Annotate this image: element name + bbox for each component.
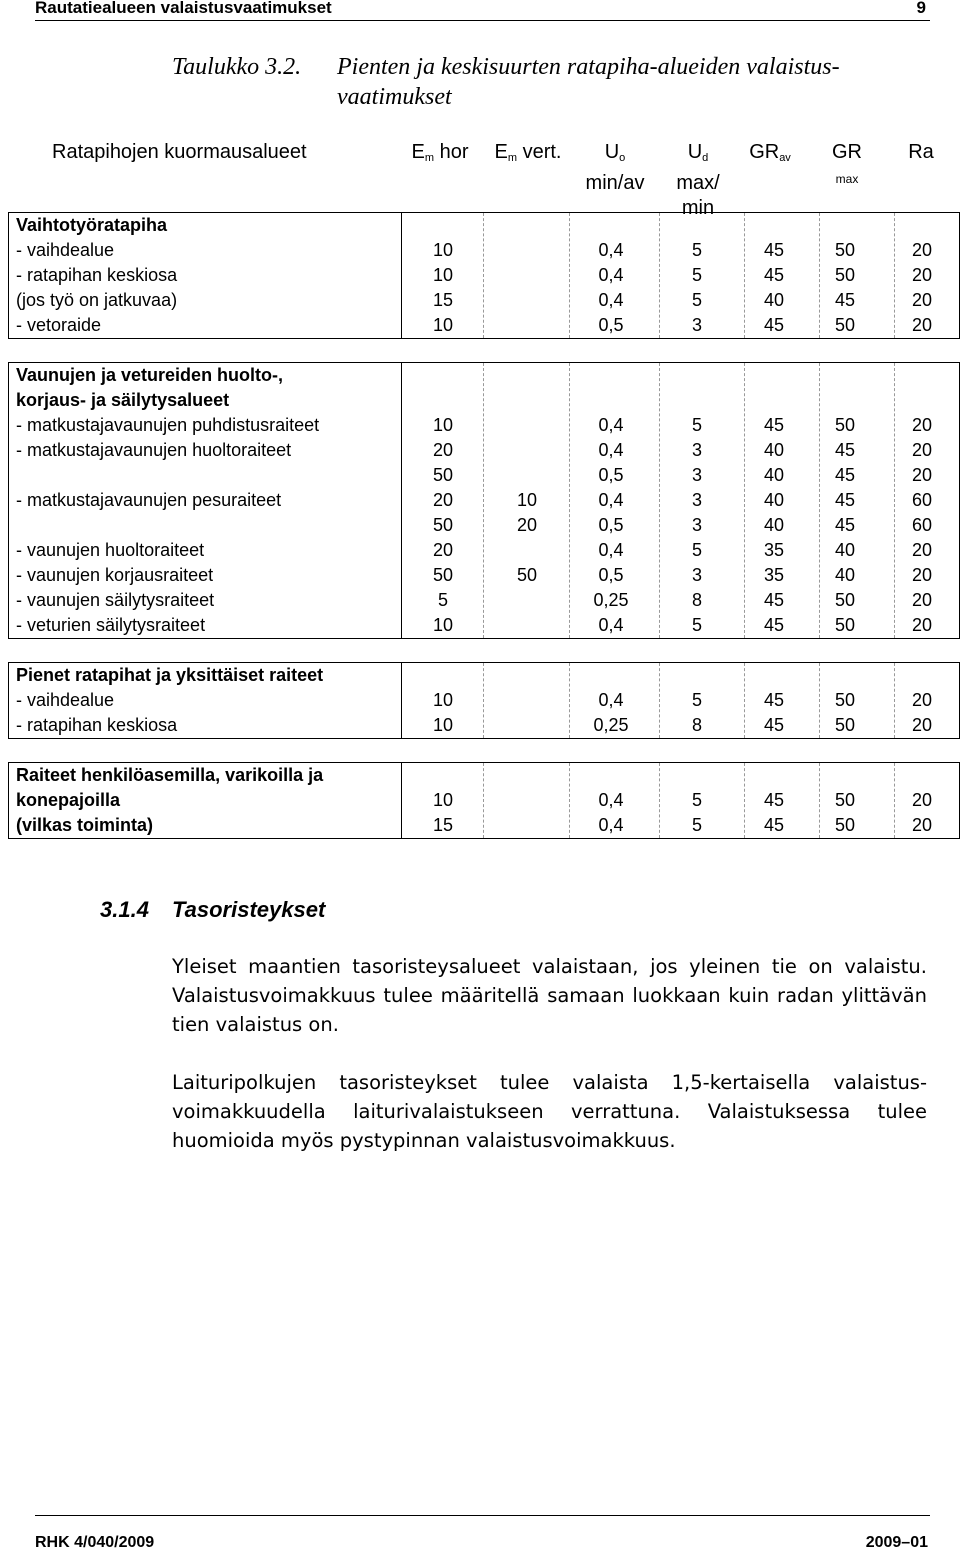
cell-ra: 60 [911, 515, 933, 535]
cell-ra: 20 [911, 315, 933, 335]
cell-ra: 60 [911, 490, 933, 510]
cell-hor: 10 [432, 615, 454, 635]
cell-grmax: 50 [834, 415, 856, 435]
table-block-pienet-ratapihat [8, 662, 960, 739]
table-row [9, 413, 959, 438]
cell-hor: 5 [437, 590, 448, 610]
cell-ud: 8 [691, 715, 702, 735]
cell-ud: 5 [691, 265, 702, 285]
cell-grav: 45 [763, 790, 785, 810]
cell-grav: 45 [763, 590, 785, 610]
cell-hor: 10 [432, 790, 454, 810]
cell-ra: 20 [911, 440, 933, 460]
page-header [35, 0, 930, 21]
cell-ud: 3 [691, 440, 702, 460]
cell-ud: 5 [691, 690, 702, 710]
header-title: Rautatiealueen valaistusvaatimukset [35, 0, 332, 17]
table-row [9, 238, 959, 263]
table-row [9, 713, 959, 738]
cell-ud: 3 [691, 315, 702, 335]
cell-uo: 0,4 [598, 540, 624, 560]
cell-grmax: 45 [834, 515, 856, 535]
table-row [9, 663, 959, 688]
row-label: Raiteet henkilöasemilla, varikoilla ja [16, 765, 324, 785]
cell-ud: 5 [691, 415, 702, 435]
column-header-grmax: GR max [832, 141, 862, 186]
cell-grmax: 40 [834, 565, 856, 585]
table-row [9, 563, 959, 588]
cell-grav: 45 [763, 615, 785, 635]
caption-number: Taulukko 3.2. [172, 54, 302, 80]
cell-grav: 45 [763, 815, 785, 835]
cell-ud: 3 [691, 515, 702, 535]
cell-ud: 5 [691, 790, 702, 810]
row-label: - matkustajavaunujen huoltoraiteet [16, 440, 292, 460]
cell-ud: 5 [691, 540, 702, 560]
table-row [9, 463, 959, 488]
cell-uo: 0,4 [598, 240, 624, 260]
page-footer [35, 1515, 930, 1556]
cell-ra: 20 [911, 615, 933, 635]
row-label: korjaus- ja säilytysalueet [16, 390, 230, 410]
cell-ud: 3 [691, 565, 702, 585]
cell-grmax: 50 [834, 590, 856, 610]
cell-grav: 40 [763, 490, 785, 510]
paragraph-2: Laituripolkujen tasoristeykset tulee valaista 1,5-kertaisella valaistus-voimakkuudella laiturivalaistukseen verrattuna. Valaistuksessa tulee huomioida myös pystypinnan valaistusvoimakkuus. [172, 1071, 927, 1152]
cell-vert: 50 [516, 565, 538, 585]
row-label: - matkustajavaunujen pesuraiteet [16, 490, 282, 510]
cell-uo: 0,5 [598, 315, 624, 335]
table-row [9, 313, 959, 338]
cell-grmax: 50 [834, 690, 856, 710]
table-block-huoltoalueet [8, 362, 960, 639]
cell-grav: 40 [763, 290, 785, 310]
cell-ra: 20 [911, 815, 933, 835]
cell-hor: 10 [432, 415, 454, 435]
cell-uo: 0,4 [598, 615, 624, 635]
cell-grav: 45 [763, 315, 785, 335]
cell-ud: 3 [691, 490, 702, 510]
table-row [9, 688, 959, 713]
cell-hor: 20 [432, 440, 454, 460]
cell-hor: 10 [432, 240, 454, 260]
row-label: - vaihdealue [16, 240, 115, 260]
cell-ud: 5 [691, 815, 702, 835]
cell-ud: 5 [691, 615, 702, 635]
cell-grmax: 50 [834, 790, 856, 810]
cell-ra: 20 [911, 690, 933, 710]
cell-ra: 20 [911, 265, 933, 285]
footer-date: 2009–01 [865, 1534, 928, 1551]
cell-vert: 20 [516, 515, 538, 535]
cell-grav: 45 [763, 265, 785, 285]
cell-hor: 10 [432, 315, 454, 335]
row-label: - vaunujen korjausraiteet [16, 565, 214, 585]
row-label: (vilkas toiminta) [16, 815, 154, 835]
row-label: (jos työ on jatkuvaa) [16, 290, 178, 310]
cell-uo: 0,4 [598, 490, 624, 510]
cell-hor: 50 [432, 465, 454, 485]
column-header-ud: $U_d$ max/ min [676, 141, 720, 219]
table-row [9, 588, 959, 613]
cell-uo: 0,25 [593, 590, 629, 610]
row-label: - vaihdealue [16, 690, 115, 710]
cell-hor: 10 [432, 265, 454, 285]
cell-hor: 15 [432, 815, 454, 835]
table-row [9, 788, 959, 813]
cell-uo: 0,4 [598, 415, 624, 435]
table-row [9, 613, 959, 638]
row-label: - vetoraide [16, 315, 102, 335]
cell-hor: 10 [432, 690, 454, 710]
cell-ud: 3 [691, 465, 702, 485]
table-row [9, 263, 959, 288]
table-row [9, 488, 959, 513]
cell-grav: 45 [763, 240, 785, 260]
cell-uo: 0,25 [593, 715, 629, 735]
cell-ra: 20 [911, 540, 933, 560]
cell-hor: 20 [432, 540, 454, 560]
table-row [9, 363, 959, 388]
table-row [9, 438, 959, 463]
cell-uo: 0,5 [598, 565, 624, 585]
cell-ra: 20 [911, 790, 933, 810]
cell-uo: 0,4 [598, 265, 624, 285]
row-label: Vaihtotyöratapiha [16, 215, 168, 235]
cell-ra: 20 [911, 240, 933, 260]
table-block-vaihtotyoratapiha [8, 212, 960, 339]
column-header-em-vert: $E_m$ vert. [494, 141, 562, 164]
cell-grav: 45 [763, 715, 785, 735]
cell-ra: 20 [911, 290, 933, 310]
row-label: Vaunujen ja vetureiden huolto-, [16, 365, 284, 385]
cell-grmax: 45 [834, 290, 856, 310]
column-header-em-hor: $E_m$ hor [411, 141, 469, 164]
cell-grav: 45 [763, 690, 785, 710]
cell-grmax: 40 [834, 540, 856, 560]
column-header-uo: $U_o$ min/av [585, 141, 645, 194]
cell-hor: 50 [432, 515, 454, 535]
table-row [9, 288, 959, 313]
table-row [9, 388, 959, 413]
cell-uo: 0,5 [598, 465, 624, 485]
table-block-henkiloasemat [8, 762, 960, 839]
cell-ud: 5 [691, 290, 702, 310]
row-label: - vaunujen säilytysraiteet [16, 590, 215, 610]
cell-ud: 5 [691, 240, 702, 260]
table-row [9, 538, 959, 563]
section-number: 3.1.4 [100, 897, 149, 922]
cell-ra: 20 [911, 565, 933, 585]
cell-ra: 20 [911, 415, 933, 435]
cell-grav: 40 [763, 465, 785, 485]
table-row [9, 513, 959, 538]
cell-grmax: 50 [834, 615, 856, 635]
cell-grav: 40 [763, 515, 785, 535]
row-label: - ratapihan keskiosa [16, 265, 178, 285]
page-number: 9 [916, 0, 926, 17]
cell-hor: 10 [432, 715, 454, 735]
column-header-ra: Ra [908, 141, 934, 163]
paragraph-1: Yleiset maantien tasoristeysalueet valaistaan, jos yleinen tie on valaistu. Valaistusvoimakkuus tulee määritellä samaan luokkaan kuin radan ylittävän tien valaistus on. [172, 955, 927, 1036]
cell-hor: 15 [432, 290, 454, 310]
cell-ud: 8 [691, 590, 702, 610]
cell-uo: 0,4 [598, 790, 624, 810]
cell-ra: 20 [911, 465, 933, 485]
cell-ra: 20 [911, 715, 933, 735]
section-title: Tasoristeykset [172, 897, 326, 922]
cell-uo: 0,4 [598, 815, 624, 835]
cell-grav: 35 [763, 565, 785, 585]
table-row [9, 213, 959, 238]
section-heading [100, 897, 326, 923]
caption-title: Pienten ja keskisuurten ratapiha-alueiden valaistus-vaatimukset [337, 54, 840, 110]
cell-grmax: 50 [834, 240, 856, 260]
row-label: - veturien säilytysraiteet [16, 615, 206, 635]
footer-document-id: RHK 4/040/2009 [35, 1534, 155, 1551]
cell-grmax: 50 [834, 315, 856, 335]
row-label: - vaunujen huoltoraiteet [16, 540, 205, 560]
cell-uo: 0,4 [598, 690, 624, 710]
cell-uo: 0,5 [598, 515, 624, 535]
cell-ra: 20 [911, 590, 933, 610]
table-row [9, 763, 959, 788]
column-header-area: Ratapihojen kuormausalueet [52, 141, 307, 163]
row-label: Pienet ratapihat ja yksittäiset raiteet [16, 665, 324, 685]
row-label: - ratapihan keskiosa [16, 715, 178, 735]
cell-grmax: 45 [834, 440, 856, 460]
column-header-grav: $GR_{av}$ [749, 141, 791, 164]
cell-uo: 0,4 [598, 290, 624, 310]
cell-grmax: 50 [834, 715, 856, 735]
row-label: - matkustajavaunujen puhdistusraiteet [16, 415, 320, 435]
cell-grav: 35 [763, 540, 785, 560]
cell-grmax: 50 [834, 815, 856, 835]
table-row [9, 813, 959, 838]
cell-grav: 45 [763, 415, 785, 435]
cell-grmax: 45 [834, 490, 856, 510]
cell-grmax: 50 [834, 265, 856, 285]
row-label: konepajoilla [16, 790, 121, 810]
cell-grav: 40 [763, 440, 785, 460]
cell-uo: 0,4 [598, 440, 624, 460]
cell-vert: 10 [516, 490, 538, 510]
cell-hor: 50 [432, 565, 454, 585]
cell-hor: 20 [432, 490, 454, 510]
cell-grmax: 45 [834, 465, 856, 485]
